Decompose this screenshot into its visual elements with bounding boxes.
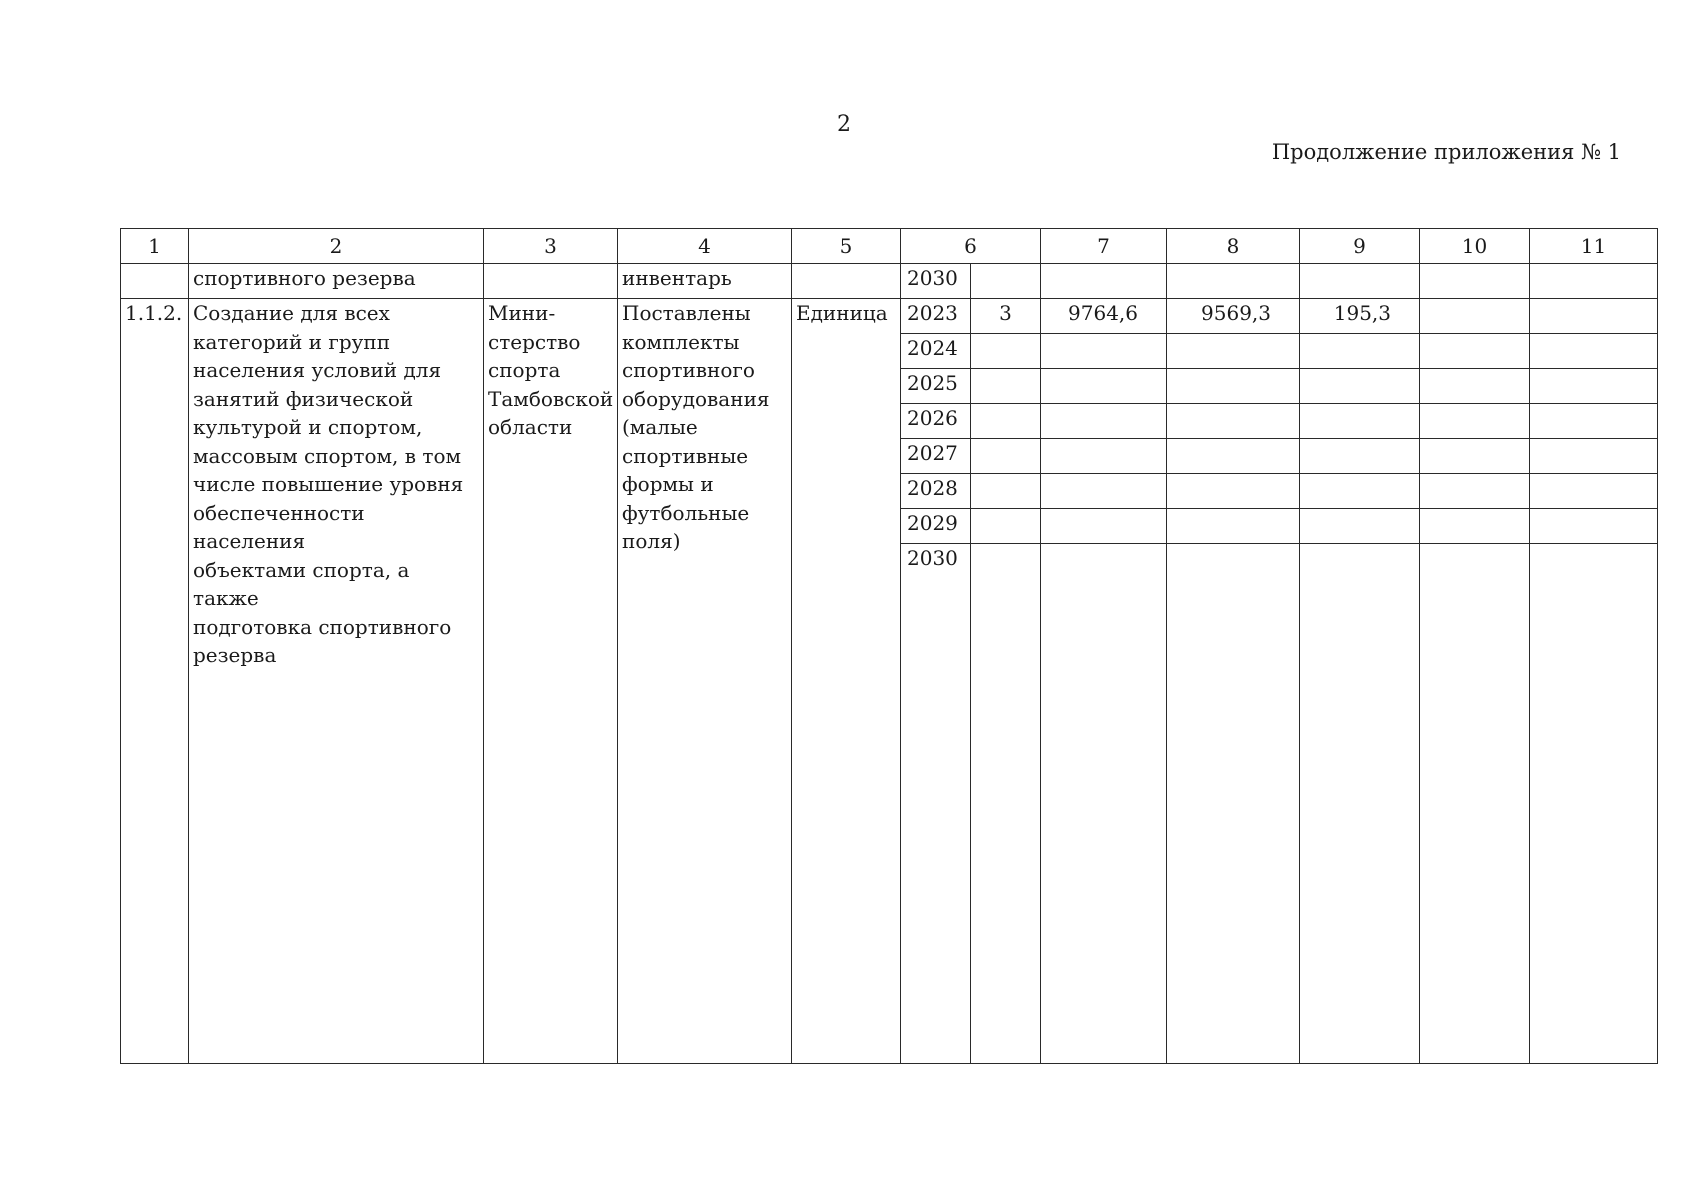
- description-line: обеспеченности населения: [193, 500, 365, 553]
- header-cell-2: 2: [189, 229, 484, 264]
- executor-line: спорта: [488, 358, 561, 382]
- result-line: поля): [622, 529, 681, 553]
- description-line: числе повышение уровня: [193, 472, 464, 496]
- header-cell-4: 4: [618, 229, 792, 264]
- responsible-executor: [484, 299, 618, 1064]
- description-line: объектами спорта, а также: [193, 557, 410, 610]
- header-cell-5: 5: [792, 229, 901, 264]
- header-row: [121, 229, 1658, 264]
- description-line: подготовка спортивного: [193, 614, 452, 639]
- page-number: 2: [837, 112, 851, 137]
- header-cell-1: 1: [121, 229, 189, 264]
- amount-col9: 195,3: [1300, 299, 1420, 334]
- executor-line: стерство: [488, 329, 581, 354]
- continued-year: 2030: [901, 264, 971, 299]
- result-line: формы и: [622, 472, 714, 496]
- result-line: Поставлены: [622, 301, 751, 325]
- executor-line: Мини-: [488, 301, 556, 325]
- description-line: Создание для всех: [193, 301, 390, 325]
- result-line: оборудования: [622, 386, 770, 411]
- measure-description: [189, 299, 484, 1064]
- year-cell: 2023: [901, 299, 971, 334]
- measure-code: 1.1.2.: [121, 299, 189, 1064]
- executor-line: области: [488, 415, 573, 439]
- result-line: спортивного: [622, 358, 755, 382]
- continuation-label: Продолжение приложения № 1: [1271, 140, 1621, 164]
- description-line: занятий физической: [193, 386, 414, 411]
- year-cell: 2028: [901, 474, 971, 509]
- measure-row-2023: [121, 299, 1658, 334]
- header-cell-10: 10: [1420, 229, 1530, 264]
- header-cell-7: 7: [1041, 229, 1167, 264]
- executor-line: Тамбовской: [488, 386, 614, 411]
- program-table: [120, 228, 1658, 1064]
- continued-col4: инвентарь: [618, 264, 792, 299]
- header-cell-6: 6: [901, 229, 1041, 264]
- continued-row: [121, 264, 1658, 299]
- result-description: [618, 299, 792, 1064]
- year-cell: 2025: [901, 369, 971, 404]
- year-cell: 2030: [901, 544, 971, 1064]
- header-cell-3: 3: [484, 229, 618, 264]
- description-line: категорий и групп: [193, 329, 391, 354]
- result-line: комплекты: [622, 329, 740, 354]
- description-line: массовым спортом, в том: [193, 443, 462, 468]
- result-line: спортивные: [622, 443, 749, 468]
- unit-of-measure: Единица: [792, 299, 901, 1064]
- header-cell-11: 11: [1530, 229, 1658, 264]
- year-cell: 2024: [901, 334, 971, 369]
- continued-col2: спортивного резерва: [189, 264, 484, 299]
- description-line: населения условий для: [193, 358, 442, 382]
- header-cell-8: 8: [1167, 229, 1300, 264]
- amount-col8: 9569,3: [1167, 299, 1300, 334]
- result-line: футбольные: [622, 500, 750, 525]
- year-cell: 2029: [901, 509, 971, 544]
- description-line: культурой и спортом,: [193, 415, 423, 439]
- header-cell-9: 9: [1300, 229, 1420, 264]
- description-line: резерва: [193, 643, 277, 667]
- amount-col7: 9764,6: [1041, 299, 1167, 334]
- result-line: (малые: [622, 415, 698, 439]
- value-cell: 3: [971, 299, 1041, 334]
- year-cell: 2027: [901, 439, 971, 474]
- year-cell: 2026: [901, 404, 971, 439]
